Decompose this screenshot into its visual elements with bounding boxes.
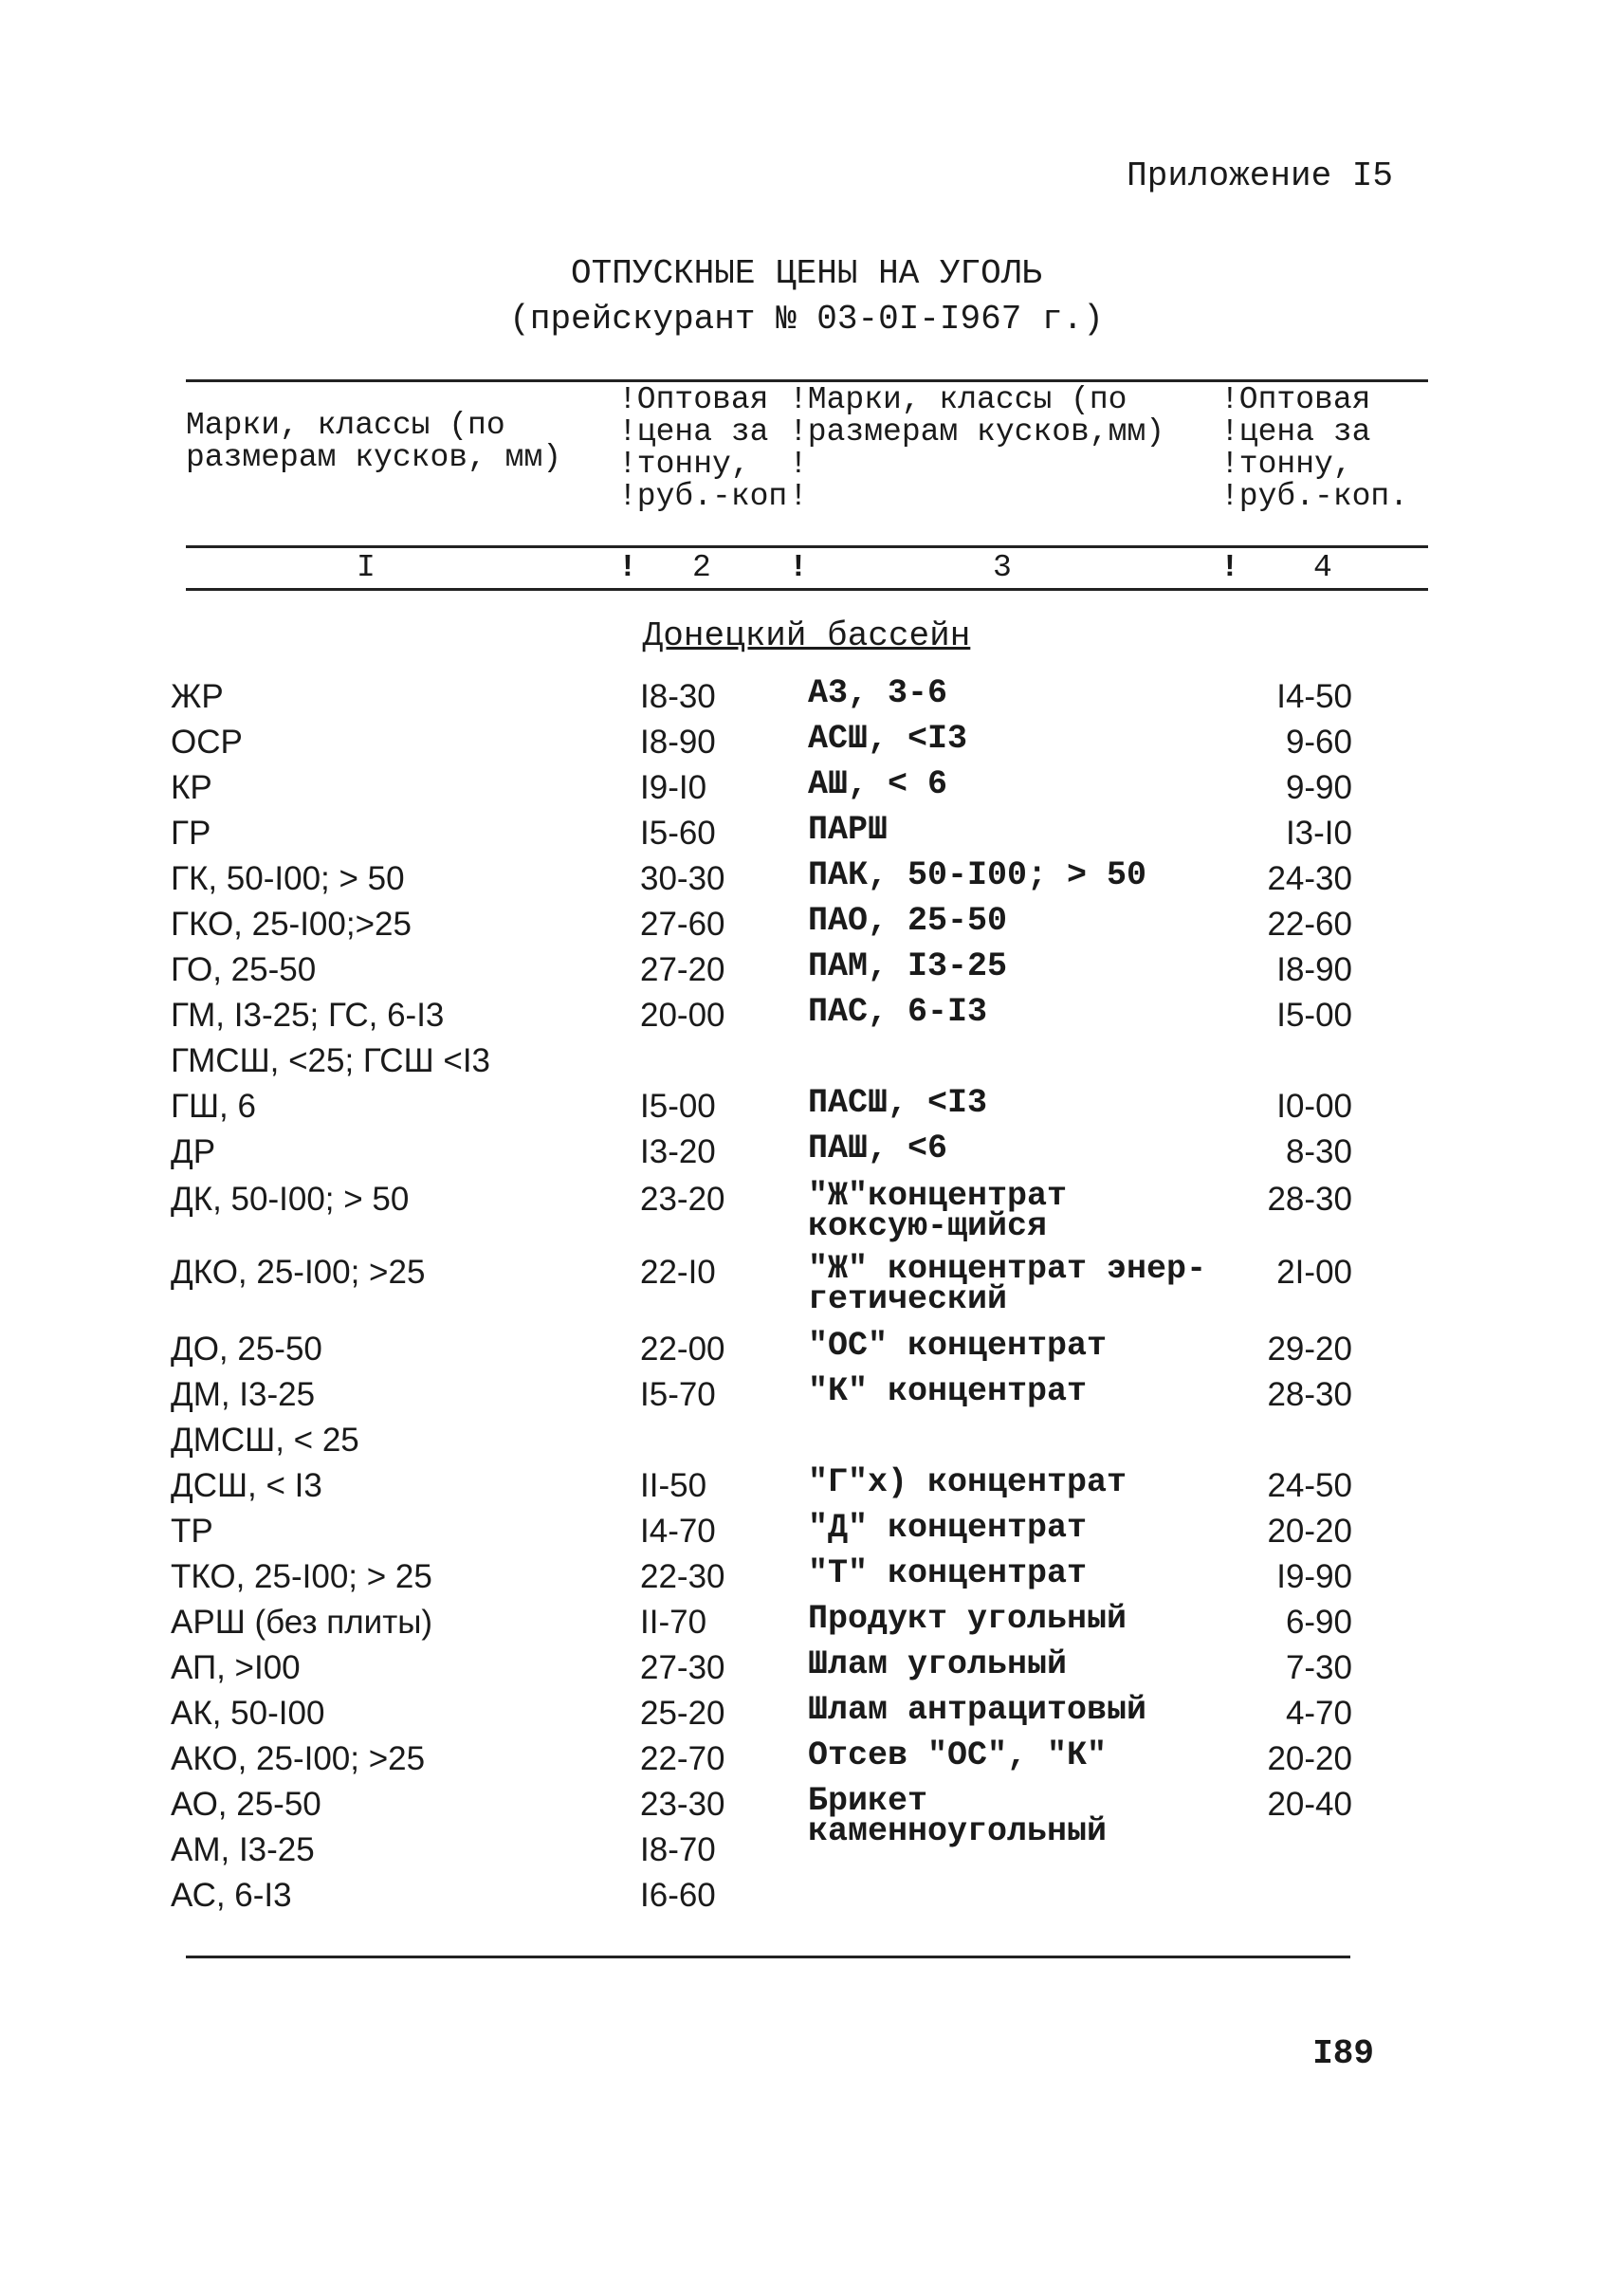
column-separator: !	[789, 550, 808, 585]
grade-cell: ГО, 25-50	[171, 951, 317, 988]
title-line-2: (прейскурант № 03-0I-I967 г.)	[509, 300, 1104, 339]
price-cell: I5-00	[640, 1088, 716, 1125]
grade-cell: ПАСШ, <I3	[808, 1084, 988, 1122]
price-cell: 25-20	[640, 1695, 725, 1732]
price-cell: 24-30	[1267, 860, 1352, 897]
header-col-1	[186, 410, 561, 474]
price-cell: 23-30	[640, 1786, 725, 1823]
header-col-2-line: !руб.-коп	[618, 479, 788, 514]
price-cell: I5-70	[640, 1376, 716, 1413]
header-col-4-line: !Оптовая	[1220, 382, 1371, 417]
header-col-2-line: !тонну,	[618, 447, 750, 482]
table-row	[0, 1736, 1613, 1786]
table-bottom-rule	[186, 1956, 1350, 1958]
grade-cell: Брикет каменноугольный	[808, 1782, 1108, 1850]
grade-cell: Отсев "ОС", "К"	[808, 1736, 1108, 1774]
title-line-1: ОТПУСКНЫЕ ЦЕНЫ НА УГОЛЬ	[571, 254, 1042, 293]
price-cell: I4-50	[1276, 678, 1352, 715]
grade-cell: "Ж"концентрат коксую-щийся	[808, 1177, 1068, 1245]
price-cell: I9-90	[1276, 1558, 1352, 1595]
table-row	[0, 1554, 1613, 1604]
grade-cell: "Ж" концентрат энер-гетический	[808, 1250, 1207, 1318]
page-number: I89	[1312, 2034, 1374, 2073]
grade-cell: ДСШ, < I3	[171, 1467, 322, 1504]
price-cell: I3-20	[640, 1133, 716, 1170]
table-row	[0, 1130, 1613, 1179]
header-col-4-line: !тонну,	[1220, 447, 1352, 482]
table-row	[0, 1691, 1613, 1740]
grade-cell: "Т" концентрат	[808, 1554, 1088, 1592]
grade-cell: Шлам угольный	[808, 1645, 1068, 1683]
grade-cell: АК, 50-I00	[171, 1695, 325, 1732]
grade-cell: А3, 3-6	[808, 674, 948, 712]
grade-cell: АКО, 25-I00; >25	[171, 1740, 426, 1777]
grade-cell: ДМ, I3-25	[171, 1376, 316, 1413]
grade-cell: ДМСШ, < 25	[171, 1422, 359, 1459]
column-separator: !	[618, 550, 637, 585]
column-number-3: 3	[993, 550, 1012, 585]
grade-cell: ДО, 25-50	[171, 1331, 322, 1368]
price-cell: I8-30	[640, 678, 716, 715]
grade-cell: ДР	[171, 1133, 216, 1170]
header-col-1-line: Марки, классы (по	[186, 408, 505, 443]
grade-cell: ГШ, 6	[171, 1088, 256, 1125]
header-col-2-line: !цена за	[618, 414, 769, 450]
table-row	[0, 902, 1613, 951]
grade-cell: "Г"х) концентрат	[808, 1463, 1127, 1501]
header-col-3-line: !размерам кусков,мм)	[789, 414, 1165, 450]
grade-cell: ТР	[171, 1513, 213, 1550]
header-col-3-line: !	[789, 479, 808, 514]
price-cell: I5-00	[1276, 997, 1352, 1034]
grade-cell: ПАШ, <6	[808, 1130, 948, 1167]
price-cell: 22-60	[1267, 906, 1352, 943]
price-cell: 9-90	[1285, 769, 1352, 806]
price-cell: 23-20	[640, 1181, 725, 1218]
price-cell: 24-50	[1267, 1467, 1352, 1504]
column-number-4: 4	[1313, 550, 1332, 585]
table-row	[0, 811, 1613, 860]
header-col-2	[618, 384, 787, 513]
price-cell: 28-30	[1267, 1376, 1352, 1413]
grade-cell: ДКО, 25-I00; >25	[171, 1254, 426, 1291]
header-col-4	[1220, 384, 1408, 513]
price-cell: I3-I0	[1285, 815, 1352, 852]
column-number-2: 2	[692, 550, 711, 585]
price-cell: 22-I0	[640, 1254, 716, 1291]
column-separator: !	[1220, 550, 1239, 585]
grade-cell: Шлам антрацитовый	[808, 1691, 1147, 1729]
grade-cell: ТКО, 25-I00; > 25	[171, 1558, 432, 1595]
price-cell: 6-90	[1285, 1604, 1352, 1641]
price-cell: I5-60	[640, 815, 716, 852]
table-row	[0, 1042, 1613, 1088]
grade-cell: ПАМ, I3-25	[808, 947, 1008, 985]
table-row	[0, 1463, 1613, 1513]
grade-cell: ЖР	[171, 678, 224, 715]
price-cell: 28-30	[1267, 1181, 1352, 1218]
grade-cell: АМ, I3-25	[171, 1831, 315, 1868]
table-row	[0, 1372, 1613, 1422]
price-cell: 22-00	[640, 1331, 725, 1368]
grade-cell: ПАРШ	[808, 811, 889, 849]
grade-cell: АС, 6-I3	[171, 1877, 292, 1914]
price-cell: 27-20	[640, 951, 725, 988]
grade-cell: ДК, 50-I00; > 50	[171, 1181, 410, 1218]
appendix-label: Приложение I5	[1127, 156, 1393, 195]
grade-cell: КР	[171, 769, 212, 806]
table-row	[0, 1327, 1613, 1376]
header-col-1-line: размерам кусков, мм)	[186, 440, 562, 475]
table-row	[0, 1250, 1613, 1318]
grade-cell: ПАС, 6-I3	[808, 993, 988, 1031]
table-row	[0, 856, 1613, 906]
grade-cell: ГМ, I3-25; ГС, 6-I3	[171, 997, 445, 1034]
table-row	[0, 993, 1613, 1042]
price-cell: I8-70	[640, 1831, 716, 1868]
price-cell: 22-30	[640, 1558, 725, 1595]
price-cell: I8-90	[1276, 951, 1352, 988]
header-col-3	[789, 384, 1164, 513]
table-row	[0, 720, 1613, 769]
grade-cell: ПАО, 25-50	[808, 902, 1008, 940]
grade-cell: ГМСШ, <25; ГСШ <I3	[171, 1042, 491, 1079]
price-cell: 27-30	[640, 1649, 725, 1686]
table-row	[0, 1509, 1613, 1558]
price-cell: I4-70	[640, 1513, 716, 1550]
table-row	[0, 1831, 1613, 1877]
grade-cell: ГКО, 25-I00;>25	[171, 906, 412, 943]
column-numbers-rule	[186, 588, 1428, 591]
grade-cell: ОСР	[171, 724, 243, 761]
grade-cell: "К" концентрат	[808, 1372, 1088, 1410]
price-cell: I8-90	[640, 724, 716, 761]
grade-cell: АРШ (без плиты)	[171, 1604, 433, 1641]
price-cell: 2I-00	[1276, 1254, 1352, 1291]
price-cell: 4-70	[1285, 1695, 1352, 1732]
table-row	[0, 1084, 1613, 1133]
grade-cell: "ОС" концентрат	[808, 1327, 1108, 1365]
header-col-3-line: !	[789, 447, 808, 482]
header-col-2-line: !Оптовая	[618, 382, 769, 417]
table-row	[0, 1600, 1613, 1649]
price-cell: 20-20	[1267, 1740, 1352, 1777]
grade-cell: АШ, < 6	[808, 765, 948, 803]
table-row	[0, 1422, 1613, 1467]
grade-cell: АО, 25-50	[171, 1786, 321, 1823]
grade-cell: АП, >I00	[171, 1649, 301, 1686]
price-cell: II-70	[640, 1604, 707, 1641]
table-row	[0, 765, 1613, 815]
grade-cell: "Д" концентрат	[808, 1509, 1088, 1547]
table-row	[0, 947, 1613, 997]
price-cell: 20-40	[1267, 1786, 1352, 1823]
grade-cell: ГР	[171, 815, 211, 852]
section-title: Донецкий бассейн	[642, 616, 971, 655]
table-row	[0, 674, 1613, 724]
grade-cell: ПАК, 50-I00; > 50	[808, 856, 1147, 894]
price-cell: 9-60	[1285, 724, 1352, 761]
price-cell: 22-70	[640, 1740, 725, 1777]
header-bottom-rule	[186, 545, 1428, 548]
price-cell: 20-20	[1267, 1513, 1352, 1550]
price-cell: II-50	[640, 1467, 707, 1504]
grade-cell: ГК, 50-I00; > 50	[171, 860, 405, 897]
price-cell: I9-I0	[640, 769, 707, 806]
header-col-4-line: !руб.-коп.	[1220, 479, 1409, 514]
price-cell: 27-60	[640, 906, 725, 943]
price-cell: 20-00	[640, 997, 725, 1034]
price-cell: 29-20	[1267, 1331, 1352, 1368]
price-cell: 30-30	[640, 860, 725, 897]
grade-cell: Продукт угольный	[808, 1600, 1127, 1638]
column-number-1: I	[357, 550, 376, 585]
price-cell: 8-30	[1285, 1133, 1352, 1170]
table-row	[0, 1645, 1613, 1695]
price-cell: I6-60	[640, 1877, 716, 1914]
table-row	[0, 1877, 1613, 1922]
header-col-4-line: !цена за	[1220, 414, 1371, 450]
table-row	[0, 1177, 1613, 1245]
header-col-3-line: !Марки, классы (по	[789, 382, 1127, 417]
price-cell: 7-30	[1285, 1649, 1352, 1686]
price-cell: I0-00	[1276, 1088, 1352, 1125]
grade-cell: АСШ, <I3	[808, 720, 968, 758]
document-title	[0, 251, 1613, 342]
